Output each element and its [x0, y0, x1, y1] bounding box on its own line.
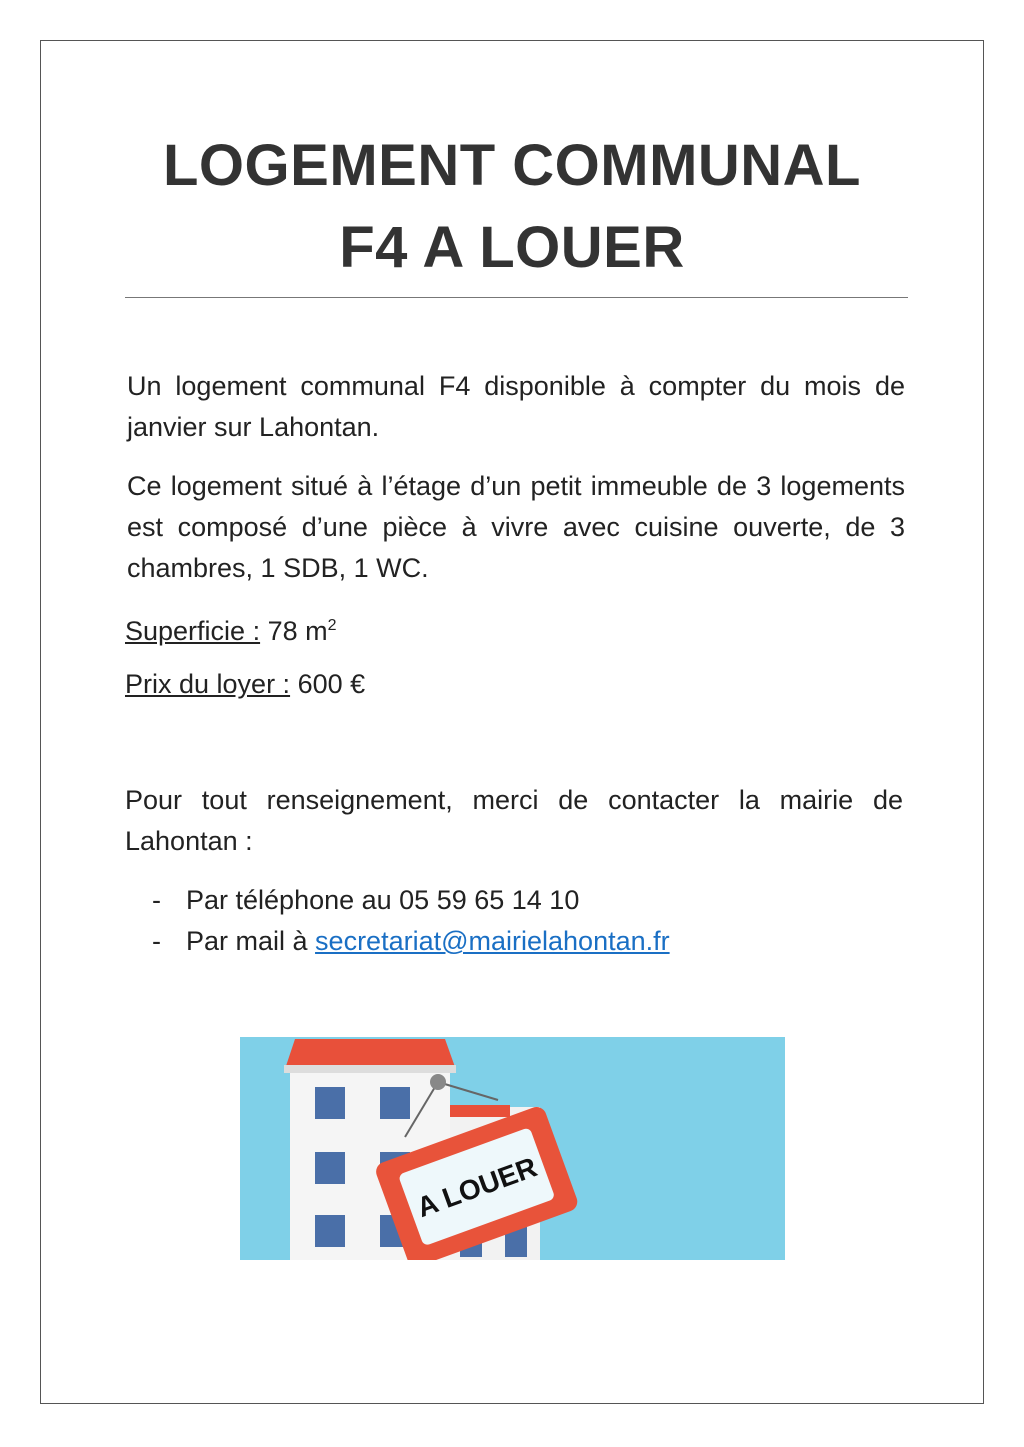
title-line-2: F4 A LOUER [339, 215, 685, 280]
description-paragraph: Ce logement situé à l’étage d’un petit immeuble de 3 logements est composé d’une pièce à vivre avec cuisine ouverte, de 3 chambres, 1 SDB, 1 WC. [127, 471, 905, 583]
bullet-dash: - [152, 885, 161, 915]
superficie-label: Superficie : [125, 616, 261, 646]
contact-mail-item [152, 921, 670, 962]
email-link[interactable]: secretariat@mairielahontan.fr [315, 926, 670, 956]
mail-prefix: Par mail à [186, 926, 316, 956]
for-rent-illustration [240, 1037, 785, 1260]
contact-list [152, 880, 670, 962]
superficie-line [125, 605, 903, 652]
sign-text: A LOUER [412, 1151, 541, 1224]
title-divider [125, 297, 908, 298]
title-line-1: LOGEMENT COMMUNAL [163, 133, 861, 198]
contact-intro: Pour tout renseignement, merci de contacter la mairie de Lahontan : [125, 785, 903, 856]
bullet-dash: - [152, 926, 161, 956]
loyer-value: 600 € [290, 669, 366, 699]
phone-text: Par téléphone au 05 59 65 14 10 [186, 885, 580, 915]
loyer-line [125, 664, 903, 705]
intro-paragraph: Un logement communal F4 disponible à compter du mois de janvier sur Lahontan. [127, 371, 905, 442]
superficie-value: 78 m [260, 616, 328, 646]
superficie-exponent: 2 [327, 617, 337, 634]
loyer-label: Prix du loyer : [125, 669, 291, 699]
contact-phone-item [152, 880, 670, 921]
